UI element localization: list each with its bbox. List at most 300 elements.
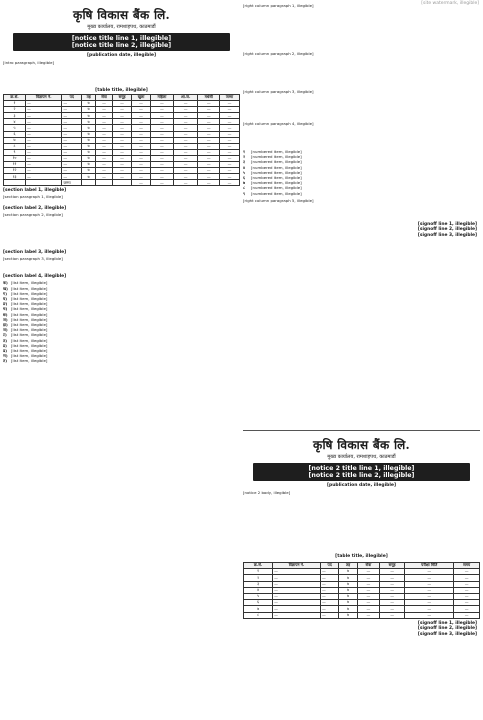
table-cell: — [220,125,240,131]
table-cell: — [150,174,173,180]
notice1-intro: [intro paragraph, illegible] [3,60,55,65]
table-cell: ७ [82,107,96,113]
table-cell: ७ [82,113,96,119]
table-cell: — [112,131,131,137]
right-paragraph-4: [right column paragraph 4, illegible] [243,121,314,126]
table-cell: — [357,581,379,587]
table-cell: — [26,155,62,161]
table-cell: — [220,119,240,125]
table-cell: ७ [82,155,96,161]
exam-table-body [244,569,480,619]
table-row [244,612,480,618]
table-cell: — [132,137,151,143]
table-cell: — [173,155,197,161]
table-cell: — [198,125,220,131]
table-cell: — [357,587,379,593]
table-cell: ५ [244,593,273,599]
table-cell: — [379,575,404,581]
notice2-body: [notice 2 body, illegible] [243,490,291,495]
list-text: [list item, illegible] [11,280,48,286]
table-cell: ४ [4,119,26,125]
right-paragraph-2: [right column paragraph 2, illegible] [243,51,314,56]
table-cell: ७ [4,137,26,143]
table-cell: १ [244,569,273,575]
notice2-bank-address: मुख्य कार्यालय, रामशाहपथ, काठमाडौं [327,454,396,460]
table-header-cell: पद [320,563,338,569]
table-cell: — [150,143,173,149]
list-text: [list item, illegible] [11,301,48,307]
notice2-title-line1: [notice 2 title line 1, illegible] [308,465,415,472]
notice2-title-line2: [notice 2 title line 2, illegible] [308,472,415,479]
signoff-line1: [signoff line 1, illegible] [417,221,477,227]
vacancy-table-body [4,101,240,186]
instructions-list [243,149,480,196]
table-cell: — [173,107,197,113]
list-marker: ३ [243,159,246,165]
list-marker: ५ [243,169,246,175]
table-cell: — [173,162,197,168]
table-header-cell: समूह [379,563,404,569]
list-marker: ख) [3,285,8,291]
table-cell: — [405,575,454,581]
table-cell: — [62,119,82,125]
table-cell: — [132,174,151,180]
table-cell: — [62,137,82,143]
table-cell: — [150,101,173,107]
table-cell: — [26,174,62,180]
table-cell: — [454,593,480,599]
table-cell: — [112,174,131,180]
table-cell: — [220,155,240,161]
table-cell: — [173,113,197,119]
table-cell: ७ [82,174,96,180]
notice2-signoff-line3: [signoff line 3, illegible] [417,631,477,637]
table-cell: — [357,600,379,606]
bank-address: मुख्य कार्यालय, रामशाहपथ, काठमाडौं [87,24,156,30]
table-cell: — [220,107,240,113]
list-marker: ट) [3,332,7,338]
table-cell: — [112,162,131,168]
table-cell: — [62,125,82,131]
table-cell: — [273,569,321,575]
table-header-cell: समय [454,563,480,569]
table-cell: ७ [82,137,96,143]
table-cell: — [112,155,131,161]
list-text: [list item, illegible] [11,353,48,359]
table-cell: — [173,131,197,137]
table-cell: — [198,143,220,149]
table-cell: ७ [244,606,273,612]
list-marker: झ) [3,322,8,328]
table-cell: ११ [4,162,26,168]
list-text: [list item, illegible] [11,285,48,291]
table-header-cell: क्र.सं. [244,563,273,569]
table-cell: — [379,606,404,612]
table-cell: — [320,606,338,612]
notice2-table-title: [table title, illegible] [335,554,388,559]
table-cell: — [62,149,82,155]
table-cell: — [220,168,240,174]
table-cell: — [26,143,62,149]
table-cell: — [454,606,480,612]
list-item [3,358,240,363]
table-cell: — [357,606,379,612]
list-text: [numbered item, illegible] [251,175,302,181]
table-cell: — [112,149,131,155]
list-marker: घ) [3,296,8,302]
signoff-line2: [signoff line 2, illegible] [417,227,477,233]
table-cell [112,180,131,186]
list-marker: ड) [3,342,7,348]
table-cell: — [132,125,151,131]
table-cell: ८ [244,612,273,618]
table-cell: — [173,168,197,174]
list-text: [list item, illegible] [11,296,48,302]
notice1-title-bar [13,33,230,51]
table-cell: — [62,162,82,168]
table-header-cell: परीक्षा मिति [405,563,454,569]
table-cell: — [320,600,338,606]
table-cell: — [173,125,197,131]
list-marker: ६ [243,175,246,181]
table-cell: — [132,119,151,125]
table-cell: — [273,606,321,612]
table-cell: — [132,113,151,119]
table-cell: — [405,600,454,606]
table-cell: जम्मा [62,180,82,186]
table-cell: — [405,581,454,587]
table-cell: ३ [4,113,26,119]
table-cell: — [198,131,220,137]
requirements-list [3,280,240,363]
table-cell: ७ [339,612,357,618]
list-marker: त) [3,358,7,364]
table-cell: — [220,174,240,180]
table-cell: — [62,101,82,107]
table-cell: — [273,587,321,593]
table-cell: — [62,155,82,161]
table-cell: — [198,149,220,155]
table-cell: ६ [244,600,273,606]
right-paragraph-3: [right column paragraph 3, illegible] [243,89,314,94]
table-cell [96,180,113,186]
list-text: [numbered item, illegible] [251,190,302,196]
table-cell: — [198,168,220,174]
table-cell: — [132,131,151,137]
table-cell: १ [4,101,26,107]
table-cell: — [454,575,480,581]
list-marker: ण) [3,353,8,359]
table-cell: — [320,587,338,593]
table-cell: — [112,119,131,125]
table-cell: — [112,168,131,174]
table-cell: — [62,131,82,137]
notice2-signoff-line2: [signoff line 2, illegible] [417,626,477,632]
table-cell: — [150,131,173,137]
table-cell: — [220,162,240,168]
table-cell: — [379,600,404,606]
table-cell: — [96,113,113,119]
table-cell: ७ [82,125,96,131]
table-cell: — [379,581,404,587]
site-watermark: [site watermark, illegible] [421,1,479,6]
section-label-2: [section label 2, illegible] [3,206,67,212]
table-cell: — [132,101,151,107]
list-marker: क) [3,280,8,286]
list-text: [list item, illegible] [11,358,48,364]
table-cell: — [198,162,220,168]
section-paragraph-3: [section paragraph 3, illegible] [3,256,63,262]
list-text: [numbered item, illegible] [251,149,302,154]
table-cell: — [273,575,321,581]
table-cell: ७ [82,131,96,137]
list-text: [list item, illegible] [11,311,48,317]
table-cell: — [454,587,480,593]
list-marker: ९ [243,190,246,196]
table-cell: ७ [339,606,357,612]
right-column-continuation [243,3,480,426]
table-cell: — [62,168,82,174]
table-header-cell: खुला [132,95,151,101]
left-column [3,3,240,717]
table-cell: १० [4,155,26,161]
table-cell: — [26,149,62,155]
table-cell: ७ [339,587,357,593]
notice1-title-line1: [notice title line 1, illegible] [71,35,172,42]
table-cell: — [198,119,220,125]
table-cell: — [26,119,62,125]
table-cell: — [26,107,62,113]
table-header-cell: पद [62,95,82,101]
table-cell: — [357,593,379,599]
notice2-bank-name: कृषि विकास बैंक लि. [312,438,411,452]
table-cell: — [96,131,113,137]
notice2-header [243,433,480,460]
list-marker: ढ) [3,348,7,354]
notice2-signoff [243,621,480,637]
table-cell: — [150,149,173,155]
table-cell: — [320,581,338,587]
list-marker: ङ) [3,301,8,307]
table-cell: — [198,137,220,143]
table-cell: — [112,113,131,119]
table-cell: — [454,612,480,618]
notice1-header [3,3,240,30]
table-cell: ७ [82,168,96,174]
table-cell [82,180,96,186]
table-cell: — [150,107,173,113]
table-header-cell: विज्ञापन नं. [273,563,321,569]
table-cell: — [173,174,197,180]
signoff-line3: [signoff line 3, illegible] [417,232,477,238]
list-marker: ७ [243,180,246,186]
list-text: [numbered item, illegible] [251,164,302,170]
list-text: [list item, illegible] [11,290,48,296]
table-cell: — [62,107,82,113]
table-cell: — [96,101,113,107]
notice2-signoff-line1: [signoff line 1, illegible] [417,620,477,626]
table-cell: ७ [82,101,96,107]
table-cell: — [320,575,338,581]
table-cell: १३ [4,174,26,180]
section-label-1: [section label 1, illegible] [3,188,67,194]
table-cell: ८ [4,143,26,149]
list-text: [numbered item, illegible] [251,169,302,175]
table-cell: — [26,168,62,174]
table-cell: — [198,155,220,161]
notice1-title-line2: [notice title line 2, illegible] [71,42,172,49]
table-cell: ६ [4,131,26,137]
list-text: [list item, illegible] [11,316,48,322]
table-cell: — [132,168,151,174]
section-paragraph-1: [section paragraph 1, illegible] [3,194,63,200]
table-cell: ७ [339,575,357,581]
table-cell: ७ [339,569,357,575]
table-cell: ९ [4,149,26,155]
table-cell: — [357,575,379,581]
table-cell: — [132,162,151,168]
right-paragraph-1: [right column paragraph 1, illegible] [243,3,314,8]
list-marker: छ) [3,311,8,317]
table-cell: — [96,162,113,168]
table-cell: — [132,143,151,149]
table-cell: ४ [244,587,273,593]
table-cell: — [173,180,197,186]
list-text: [numbered item, illegible] [251,154,302,160]
list-text: [list item, illegible] [11,337,48,343]
table-header-cell: महिला [150,95,173,101]
table-cell: — [379,569,404,575]
table-cell: — [26,131,62,137]
table-header-cell: मधेसी [198,95,220,101]
table-cell: — [26,113,62,119]
table-cell: — [173,149,197,155]
table-cell: — [198,113,220,119]
table-cell: — [96,174,113,180]
table-cell: — [112,125,131,131]
table-cell: — [454,581,480,587]
table-cell: ७ [339,600,357,606]
table-cell: — [320,612,338,618]
vacancy-table [3,94,240,186]
table-cell: — [96,107,113,113]
table-cell: २ [244,575,273,581]
notice1-table-title: [table title, illegible] [95,88,148,93]
table-cell: — [220,149,240,155]
table-cell: — [96,119,113,125]
list-text: [list item, illegible] [11,306,48,312]
table-cell: — [405,606,454,612]
table-header-cell: तह [339,563,357,569]
table-row [4,180,240,186]
list-marker: ग) [3,290,7,296]
table-cell: — [26,101,62,107]
table-cell [26,180,62,186]
table-cell: १२ [4,168,26,174]
table-header-cell: सेवा [357,563,379,569]
table-cell: — [150,119,173,125]
list-marker: ञ) [3,327,8,333]
table-cell: — [220,101,240,107]
list-text: [list item, illegible] [11,342,48,348]
table-cell: — [150,113,173,119]
notice2-title-bar [253,463,470,481]
table-cell: ५ [4,125,26,131]
section-paragraph-2: [section paragraph 2, illegible] [3,212,63,218]
table-cell: ७ [82,143,96,149]
table-cell: — [405,612,454,618]
table-cell: — [96,155,113,161]
table-cell: — [173,143,197,149]
section-label-4: [section label 4, illegible] [3,274,67,280]
table-cell: — [198,174,220,180]
table-cell: — [26,137,62,143]
notice2-publication-date: [publication date, illegible] [326,483,397,488]
table-cell: — [62,143,82,149]
table-cell: २ [4,107,26,113]
right-paragraph-5: [right column paragraph 5, illegible] [243,197,314,203]
section-label-3: [section label 3, illegible] [3,250,67,256]
exam-schedule-table [243,562,480,619]
table-cell: ७ [339,593,357,599]
table-cell: — [62,174,82,180]
list-text: [numbered item, illegible] [251,159,302,165]
table-cell: — [454,600,480,606]
table-cell: ७ [82,119,96,125]
table-cell: — [150,168,173,174]
table-cell: — [112,107,131,113]
table-cell: — [150,155,173,161]
list-marker: च) [3,306,8,312]
table-cell: — [96,149,113,155]
list-marker: ज) [3,316,8,322]
bank-name: कृषि विकास बैंक लि. [72,8,171,22]
table-cell: — [273,581,321,587]
table-cell: — [379,587,404,593]
list-text: [numbered item, illegible] [251,185,302,191]
table-cell: — [273,593,321,599]
table-cell: — [62,113,82,119]
table-cell: — [220,113,240,119]
notice-sheet [3,3,480,717]
right-column [243,3,480,717]
notice1-publication-date: [publication date, illegible] [86,53,157,58]
table-cell: — [96,137,113,143]
list-text: [list item, illegible] [11,322,48,328]
list-text: [list item, illegible] [11,348,48,354]
table-cell: — [198,107,220,113]
table-cell: — [220,180,240,186]
table-header-cell: क्र.सं. [4,95,26,101]
table-cell: ७ [82,162,96,168]
table-cell: — [273,600,321,606]
table-cell: — [405,593,454,599]
table-cell: — [96,168,113,174]
table-cell: — [220,143,240,149]
list-marker: ठ) [3,337,8,343]
table-header-cell: जम्मा [220,95,240,101]
table-cell: — [132,149,151,155]
list-marker: १ [243,149,246,154]
table-cell: — [112,101,131,107]
table-cell: — [273,612,321,618]
list-marker: ८ [243,185,246,191]
table-cell: ७ [339,581,357,587]
table-cell: — [454,569,480,575]
table-cell: — [150,162,173,168]
table-cell: — [220,137,240,143]
table-cell: — [320,593,338,599]
